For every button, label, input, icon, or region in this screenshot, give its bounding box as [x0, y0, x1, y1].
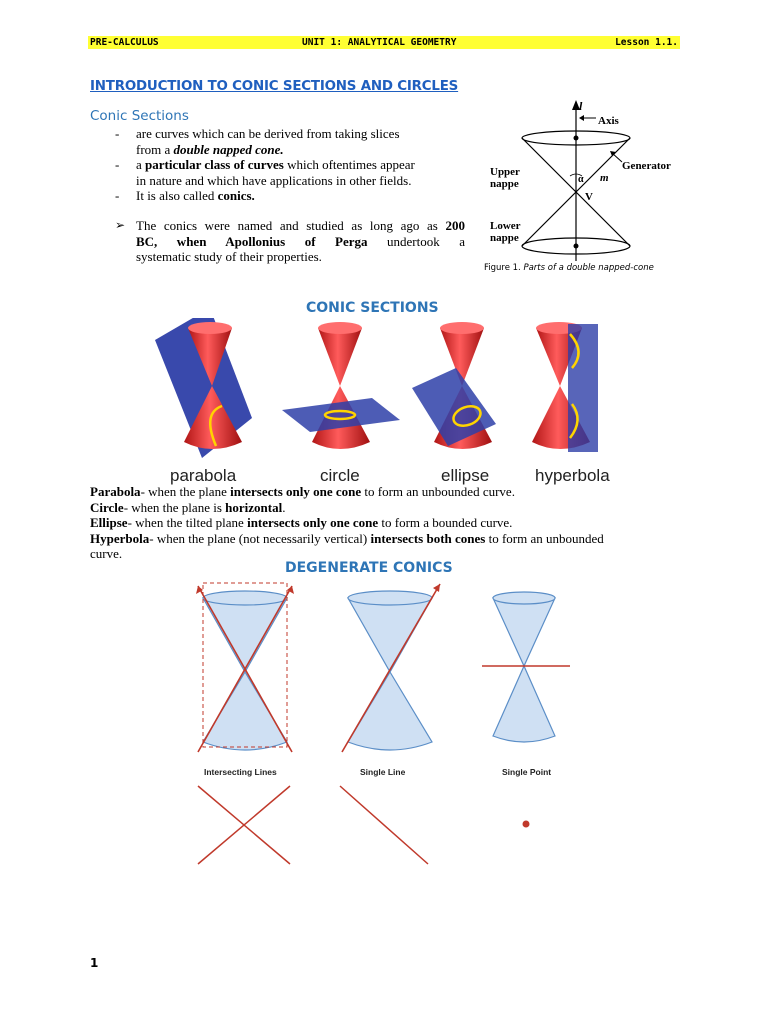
- bullet-2-text3: in nature and which have applications in other fields.: [136, 172, 412, 188]
- history-paragraph: [136, 218, 465, 265]
- definition-ellipse: [90, 515, 690, 531]
- parabola-cone: [155, 318, 252, 458]
- definition-text: .: [282, 499, 286, 515]
- definition-bold: intersects only one cone: [230, 484, 362, 499]
- figure-caption-prefix: Figure 1.: [484, 263, 524, 273]
- arrow-bullet-icon: ➢: [115, 218, 126, 232]
- parabola-label: parabola: [170, 466, 237, 485]
- history-apollonius: BC, when Apollonius of Perga: [136, 233, 368, 249]
- degenerate-conics-heading: DEGENERATE CONICS: [285, 560, 453, 576]
- circle-label: circle: [320, 466, 360, 485]
- definition-text: to form an unbounded: [485, 530, 604, 546]
- definition-text: to form a bounded curve.: [378, 515, 513, 530]
- bullet-3: [136, 188, 436, 204]
- header-lesson: Lesson 1.1.: [615, 37, 678, 48]
- bullet-dash: -: [115, 188, 120, 203]
- definition-term: Parabola: [90, 484, 141, 499]
- history-line-1: The conics were named and studied as long ago as: [136, 218, 446, 233]
- ellipse-cone: [412, 322, 496, 449]
- bullet-1: [136, 126, 466, 157]
- lower-nappe-label-2: nappe: [490, 232, 519, 244]
- conic-sections-illustration: [150, 318, 620, 460]
- definition-bold: intersects both cones: [370, 530, 486, 546]
- ellipse-label: ellipse: [441, 466, 490, 485]
- bullet-2-bold: particular class of curves: [145, 157, 284, 172]
- intersecting-lines-label: Intersecting Lines: [204, 767, 277, 777]
- graph-single-point: [523, 821, 530, 828]
- degenerate-conics-illustration: [190, 580, 590, 760]
- figure-caption-text: Parts of a double napped-cone: [523, 263, 654, 273]
- hyperbola-label: hyperbola: [535, 466, 610, 485]
- history-line-2: undertook a: [367, 233, 466, 249]
- bullet-1-text: are curves which can be derived from taking slices: [136, 126, 400, 141]
- page-number: 1: [90, 956, 99, 970]
- definition-text: curve.: [90, 546, 123, 561]
- upper-nappe-label: Upper: [490, 166, 520, 178]
- definition-text: to form an unbounded curve.: [361, 484, 515, 499]
- definition-circle: [90, 500, 690, 516]
- bullet-1-emphasis: double napped cone.: [173, 141, 284, 157]
- single-point-label: Single Point: [502, 767, 552, 777]
- bullet-2: [136, 157, 476, 188]
- definition-text: - when the plane: [140, 484, 231, 499]
- definitions: [90, 484, 690, 562]
- history-year: 200: [445, 218, 465, 233]
- degenerate-graphs: [190, 780, 590, 870]
- definition-bold: intersects only one cone: [247, 515, 379, 530]
- history-line-3: systematic study of their properties.: [136, 249, 322, 264]
- section-subheading: Conic Sections: [90, 108, 189, 124]
- figure-caption: [484, 263, 654, 273]
- definition-term: Ellipse: [90, 515, 128, 530]
- header-course: PRE-CALCULUS: [90, 37, 159, 48]
- vertex-label: V: [585, 191, 593, 203]
- definition-parabola: [90, 484, 690, 500]
- definition-text: - when the tilted plane: [127, 515, 248, 530]
- conic-sections-heading: CONIC SECTIONS: [306, 300, 439, 316]
- definition-text: - when the plane is: [123, 499, 226, 515]
- definition-hyperbola: [90, 531, 690, 547]
- definition-term: Hyperbola: [90, 530, 150, 546]
- single-line-label: Single Line: [360, 767, 406, 777]
- upper-nappe-label-2: nappe: [490, 178, 519, 190]
- circle-cone: [282, 322, 400, 449]
- header-unit: UNIT 1: ANALYTICAL GEOMETRY: [302, 37, 457, 48]
- definition-term: Circle: [90, 499, 124, 515]
- graph-single-line: [340, 786, 428, 864]
- header-bar: [88, 36, 680, 49]
- double-napped-cone-figure: [484, 96, 694, 264]
- bullet-dash: -: [115, 157, 120, 172]
- definition-bold: horizontal: [225, 499, 283, 515]
- bullet-1-text2: from a: [136, 141, 174, 157]
- m-label: m: [600, 172, 609, 184]
- lower-nappe-label: Lower: [490, 220, 521, 232]
- generator-label: Generator: [622, 160, 671, 172]
- bullet-2-text2: which oftentimes appear: [283, 157, 415, 172]
- bullet-3-text: It is also called: [136, 188, 218, 203]
- hyperbola-cone: [532, 322, 598, 452]
- page-title: INTRODUCTION TO CONIC SECTIONS AND CIRCLES: [90, 79, 459, 94]
- definition-text: - when the plane (not necessarily vertical): [149, 530, 371, 546]
- bullet-dash: -: [115, 126, 120, 141]
- bullet-2-text: a: [136, 157, 146, 172]
- alpha-label: α: [578, 174, 584, 185]
- axis-label: Axis: [598, 115, 619, 127]
- bullet-3-bold: conics.: [217, 188, 255, 203]
- axis-l-label: l: [579, 99, 583, 113]
